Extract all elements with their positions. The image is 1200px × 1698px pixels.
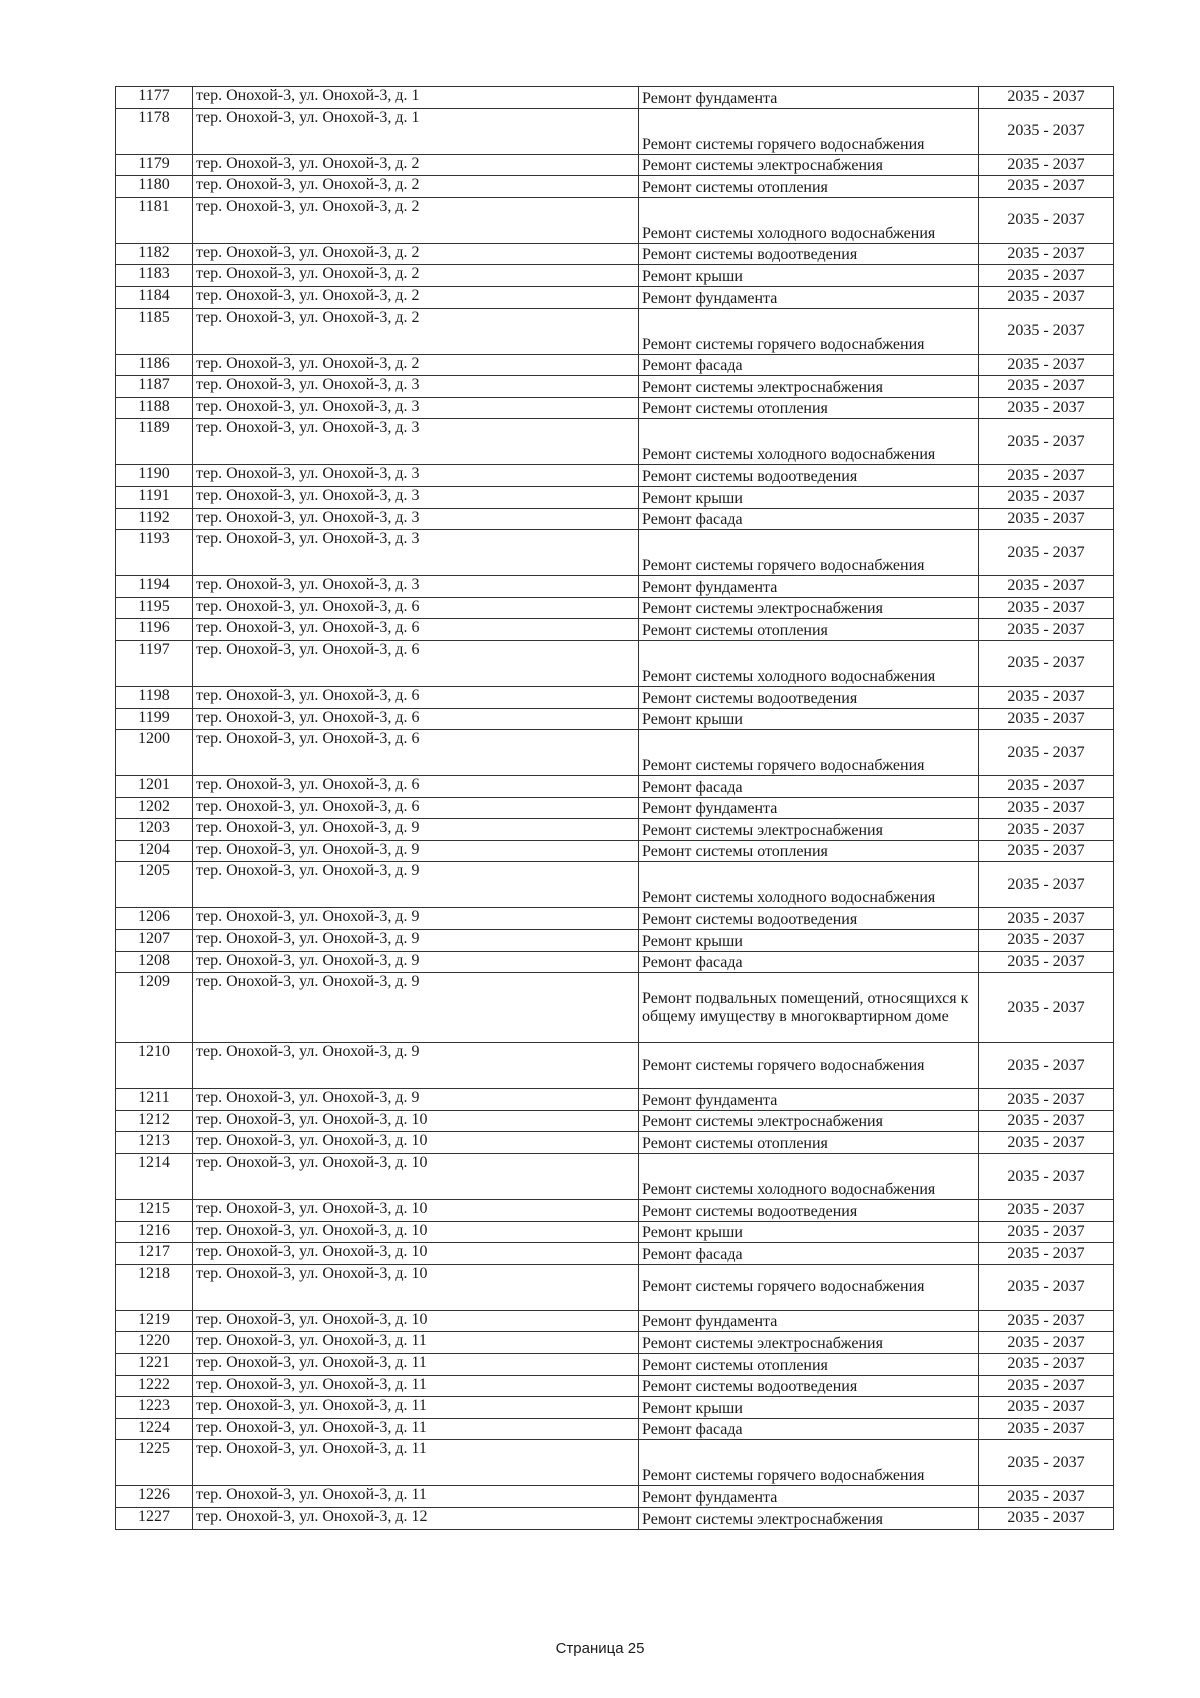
address-cell: тер. Онохой-3, ул. Онохой-3, д. 3 (193, 397, 639, 419)
address-cell: тер. Онохой-3, ул. Онохой-3, д. 9 (193, 908, 639, 930)
period-cell: 2035 - 2037 (979, 576, 1114, 598)
work-type-cell: Ремонт фасада (639, 776, 979, 798)
work-type-cell: Ремонт системы электроснабжения (639, 597, 979, 619)
table-row (116, 1507, 1114, 1529)
period-cell: 2035 - 2037 (979, 708, 1114, 730)
table-row (116, 1089, 1114, 1111)
address-cell: тер. Онохой-3, ул. Онохой-3, д. 11 (193, 1440, 639, 1486)
table-row (116, 930, 1114, 952)
address-cell: тер. Онохой-3, ул. Онохой-3, д. 10 (193, 1110, 639, 1132)
row-number: 1218 (116, 1264, 193, 1310)
period-cell: 2035 - 2037 (979, 286, 1114, 308)
work-type-cell: Ремонт фасада (639, 1418, 979, 1440)
repair-schedule-table (115, 86, 1114, 1530)
work-type-cell: Ремонт системы отопления (639, 1132, 979, 1154)
work-type-cell: Ремонт фасада (639, 951, 979, 973)
row-number: 1224 (116, 1418, 193, 1440)
row-number: 1193 (116, 530, 193, 576)
table-body (116, 87, 1114, 1530)
period-cell: 2035 - 2037 (979, 1440, 1114, 1486)
work-type-cell: Ремонт фундамента (639, 286, 979, 308)
table-row (116, 908, 1114, 930)
address-cell: тер. Онохой-3, ул. Онохой-3, д. 9 (193, 930, 639, 952)
table-row (116, 1243, 1114, 1265)
work-type-cell: Ремонт системы электроснабжения (639, 376, 979, 398)
row-number: 1183 (116, 265, 193, 287)
row-number: 1192 (116, 508, 193, 530)
table-row (116, 1043, 1114, 1089)
table-row (116, 308, 1114, 354)
work-type-cell: Ремонт крыши (639, 930, 979, 952)
address-cell: тер. Онохой-3, ул. Онохой-3, д. 10 (193, 1154, 639, 1200)
period-cell: 2035 - 2037 (979, 176, 1114, 198)
row-number: 1180 (116, 176, 193, 198)
address-cell: тер. Онохой-3, ул. Онохой-3, д. 9 (193, 862, 639, 908)
address-cell: тер. Онохой-3, ул. Онохой-3, д. 3 (193, 530, 639, 576)
work-type-cell: Ремонт системы холодного водоснабжения (639, 419, 979, 465)
period-cell: 2035 - 2037 (979, 308, 1114, 354)
table-row (116, 176, 1114, 198)
period-cell: 2035 - 2037 (979, 197, 1114, 243)
work-type-cell: Ремонт системы горячего водоснабжения (639, 530, 979, 576)
work-type-cell: Ремонт системы горячего водоснабжения (639, 308, 979, 354)
row-number: 1216 (116, 1221, 193, 1243)
period-cell: 2035 - 2037 (979, 1418, 1114, 1440)
table-row (116, 819, 1114, 841)
table-row (116, 1354, 1114, 1376)
table-row (116, 508, 1114, 530)
address-cell: тер. Онохой-3, ул. Онохой-3, д. 9 (193, 951, 639, 973)
work-type-cell: Ремонт системы холодного водоснабжения (639, 1154, 979, 1200)
table-row (116, 1440, 1114, 1486)
work-type-cell: Ремонт системы горячего водоснабжения (639, 1043, 979, 1089)
work-type-cell: Ремонт системы отопления (639, 176, 979, 198)
address-cell: тер. Онохой-3, ул. Онохой-3, д. 3 (193, 376, 639, 398)
period-cell: 2035 - 2037 (979, 1110, 1114, 1132)
work-type-cell: Ремонт системы водоотведения (639, 243, 979, 265)
work-type-cell: Ремонт системы водоотведения (639, 908, 979, 930)
period-cell: 2035 - 2037 (979, 640, 1114, 686)
address-cell: тер. Онохой-3, ул. Онохой-3, д. 9 (193, 1043, 639, 1089)
period-cell: 2035 - 2037 (979, 154, 1114, 176)
work-type-cell: Ремонт системы холодного водоснабжения (639, 197, 979, 243)
row-number: 1191 (116, 486, 193, 508)
row-number: 1211 (116, 1089, 193, 1111)
period-cell: 2035 - 2037 (979, 930, 1114, 952)
period-cell: 2035 - 2037 (979, 265, 1114, 287)
row-number: 1223 (116, 1397, 193, 1419)
table-row (116, 354, 1114, 376)
row-number: 1179 (116, 154, 193, 176)
period-cell: 2035 - 2037 (979, 1043, 1114, 1089)
row-number: 1194 (116, 576, 193, 598)
work-type-cell: Ремонт фундамента (639, 576, 979, 598)
address-cell: тер. Онохой-3, ул. Онохой-3, д. 2 (193, 308, 639, 354)
table-row (116, 1332, 1114, 1354)
table-row (116, 1154, 1114, 1200)
period-cell: 2035 - 2037 (979, 376, 1114, 398)
work-type-cell: Ремонт системы электроснабжения (639, 1332, 979, 1354)
period-cell: 2035 - 2037 (979, 819, 1114, 841)
address-cell: тер. Онохой-3, ул. Онохой-3, д. 9 (193, 840, 639, 862)
period-cell: 2035 - 2037 (979, 87, 1114, 109)
work-type-cell: Ремонт фундамента (639, 1089, 979, 1111)
address-cell: тер. Онохой-3, ул. Онохой-3, д. 11 (193, 1486, 639, 1508)
period-cell: 2035 - 2037 (979, 508, 1114, 530)
row-number: 1198 (116, 686, 193, 708)
table-row (116, 1418, 1114, 1440)
work-type-cell: Ремонт крыши (639, 486, 979, 508)
address-cell: тер. Онохой-3, ул. Онохой-3, д. 11 (193, 1354, 639, 1376)
period-cell: 2035 - 2037 (979, 1375, 1114, 1397)
period-cell: 2035 - 2037 (979, 1154, 1114, 1200)
row-number: 1215 (116, 1200, 193, 1222)
work-type-cell: Ремонт крыши (639, 708, 979, 730)
table-row (116, 730, 1114, 776)
work-type-cell: Ремонт системы горячего водоснабжения (639, 1264, 979, 1310)
work-type-cell: Ремонт системы горячего водоснабжения (639, 108, 979, 154)
address-cell: тер. Онохой-3, ул. Онохой-3, д. 2 (193, 154, 639, 176)
address-cell: тер. Онохой-3, ул. Онохой-3, д. 2 (193, 243, 639, 265)
address-cell: тер. Онохой-3, ул. Онохой-3, д. 6 (193, 797, 639, 819)
row-number: 1225 (116, 1440, 193, 1486)
table-row (116, 397, 1114, 419)
address-cell: тер. Онохой-3, ул. Онохой-3, д. 1 (193, 87, 639, 109)
address-cell: тер. Онохой-3, ул. Онохой-3, д. 10 (193, 1200, 639, 1222)
address-cell: тер. Онохой-3, ул. Онохой-3, д. 11 (193, 1397, 639, 1419)
row-number: 1182 (116, 243, 193, 265)
period-cell: 2035 - 2037 (979, 908, 1114, 930)
work-type-cell: Ремонт системы водоотведения (639, 465, 979, 487)
period-cell: 2035 - 2037 (979, 973, 1114, 1043)
period-cell: 2035 - 2037 (979, 797, 1114, 819)
address-cell: тер. Онохой-3, ул. Онохой-3, д. 6 (193, 708, 639, 730)
row-number: 1196 (116, 619, 193, 641)
table-row (116, 419, 1114, 465)
address-cell: тер. Онохой-3, ул. Онохой-3, д. 2 (193, 265, 639, 287)
period-cell: 2035 - 2037 (979, 1132, 1114, 1154)
address-cell: тер. Онохой-3, ул. Онохой-3, д. 6 (193, 686, 639, 708)
table-row (116, 243, 1114, 265)
table-row (116, 1397, 1114, 1419)
work-type-cell: Ремонт фундамента (639, 1310, 979, 1332)
period-cell: 2035 - 2037 (979, 419, 1114, 465)
work-type-cell: Ремонт системы электроснабжения (639, 1507, 979, 1529)
row-number: 1209 (116, 973, 193, 1043)
work-type-cell: Ремонт крыши (639, 1397, 979, 1419)
period-cell: 2035 - 2037 (979, 862, 1114, 908)
address-cell: тер. Онохой-3, ул. Онохой-3, д. 10 (193, 1132, 639, 1154)
address-cell: тер. Онохой-3, ул. Онохой-3, д. 10 (193, 1310, 639, 1332)
table-row (116, 640, 1114, 686)
row-number: 1186 (116, 354, 193, 376)
address-cell: тер. Онохой-3, ул. Онохой-3, д. 10 (193, 1264, 639, 1310)
period-cell: 2035 - 2037 (979, 776, 1114, 798)
table-row (116, 686, 1114, 708)
table-row (116, 862, 1114, 908)
period-cell: 2035 - 2037 (979, 1264, 1114, 1310)
table-row (116, 797, 1114, 819)
work-type-cell: Ремонт системы отопления (639, 397, 979, 419)
period-cell: 2035 - 2037 (979, 465, 1114, 487)
period-cell: 2035 - 2037 (979, 1332, 1114, 1354)
work-type-cell: Ремонт фасада (639, 508, 979, 530)
row-number: 1187 (116, 376, 193, 398)
address-cell: тер. Онохой-3, ул. Онохой-3, д. 9 (193, 1089, 639, 1111)
table-row (116, 951, 1114, 973)
period-cell: 2035 - 2037 (979, 686, 1114, 708)
address-cell: тер. Онохой-3, ул. Онохой-3, д. 9 (193, 819, 639, 841)
row-number: 1220 (116, 1332, 193, 1354)
work-type-cell: Ремонт системы электроснабжения (639, 154, 979, 176)
table-row (116, 840, 1114, 862)
address-cell: тер. Онохой-3, ул. Онохой-3, д. 2 (193, 286, 639, 308)
table-row (116, 1200, 1114, 1222)
address-cell: тер. Онохой-3, ул. Онохой-3, д. 6 (193, 597, 639, 619)
row-number: 1222 (116, 1375, 193, 1397)
period-cell: 2035 - 2037 (979, 1486, 1114, 1508)
address-cell: тер. Онохой-3, ул. Онохой-3, д. 2 (193, 197, 639, 243)
table-row (116, 486, 1114, 508)
address-cell: тер. Онохой-3, ул. Онохой-3, д. 3 (193, 465, 639, 487)
row-number: 1221 (116, 1354, 193, 1376)
work-type-cell: Ремонт системы отопления (639, 840, 979, 862)
address-cell: тер. Онохой-3, ул. Онохой-3, д. 2 (193, 176, 639, 198)
work-type-cell: Ремонт системы электроснабжения (639, 819, 979, 841)
row-number: 1190 (116, 465, 193, 487)
table-row (116, 973, 1114, 1043)
address-cell: тер. Онохой-3, ул. Онохой-3, д. 2 (193, 354, 639, 376)
table-row (116, 265, 1114, 287)
period-cell: 2035 - 2037 (979, 486, 1114, 508)
table-row (116, 708, 1114, 730)
row-number: 1185 (116, 308, 193, 354)
period-cell: 2035 - 2037 (979, 108, 1114, 154)
table-row (116, 376, 1114, 398)
table-row (116, 154, 1114, 176)
row-number: 1197 (116, 640, 193, 686)
table-row (116, 776, 1114, 798)
period-cell: 2035 - 2037 (979, 1089, 1114, 1111)
table-row (116, 1221, 1114, 1243)
table-row (116, 108, 1114, 154)
period-cell: 2035 - 2037 (979, 1397, 1114, 1419)
work-type-cell: Ремонт подвальных помещений, относящихся к общему имуществу в многоквартирном доме (639, 973, 979, 1043)
work-type-cell: Ремонт системы водоотведения (639, 686, 979, 708)
row-number: 1227 (116, 1507, 193, 1529)
address-cell: тер. Онохой-3, ул. Онохой-3, д. 11 (193, 1332, 639, 1354)
row-number: 1199 (116, 708, 193, 730)
row-number: 1203 (116, 819, 193, 841)
table-row (116, 1310, 1114, 1332)
row-number: 1226 (116, 1486, 193, 1508)
address-cell: тер. Онохой-3, ул. Онохой-3, д. 6 (193, 776, 639, 798)
work-type-cell: Ремонт системы водоотведения (639, 1375, 979, 1397)
work-type-cell: Ремонт фундамента (639, 87, 979, 109)
work-type-cell: Ремонт фундамента (639, 1486, 979, 1508)
address-cell: тер. Онохой-3, ул. Онохой-3, д. 6 (193, 640, 639, 686)
address-cell: тер. Онохой-3, ул. Онохой-3, д. 1 (193, 108, 639, 154)
row-number: 1214 (116, 1154, 193, 1200)
row-number: 1206 (116, 908, 193, 930)
address-cell: тер. Онохой-3, ул. Онохой-3, д. 10 (193, 1221, 639, 1243)
row-number: 1178 (116, 108, 193, 154)
row-number: 1204 (116, 840, 193, 862)
row-number: 1201 (116, 776, 193, 798)
work-type-cell: Ремонт системы отопления (639, 619, 979, 641)
work-type-cell: Ремонт системы холодного водоснабжения (639, 862, 979, 908)
period-cell: 2035 - 2037 (979, 619, 1114, 641)
row-number: 1212 (116, 1110, 193, 1132)
row-number: 1210 (116, 1043, 193, 1089)
table-row (116, 597, 1114, 619)
work-type-cell: Ремонт системы водоотведения (639, 1200, 979, 1222)
period-cell: 2035 - 2037 (979, 951, 1114, 973)
work-type-cell: Ремонт фасада (639, 1243, 979, 1265)
table-row (116, 619, 1114, 641)
address-cell: тер. Онохой-3, ул. Онохой-3, д. 6 (193, 619, 639, 641)
address-cell: тер. Онохой-3, ул. Онохой-3, д. 11 (193, 1418, 639, 1440)
work-type-cell: Ремонт крыши (639, 265, 979, 287)
row-number: 1217 (116, 1243, 193, 1265)
work-type-cell: Ремонт системы отопления (639, 1354, 979, 1376)
table-row (116, 576, 1114, 598)
period-cell: 2035 - 2037 (979, 597, 1114, 619)
period-cell: 2035 - 2037 (979, 243, 1114, 265)
address-cell: тер. Онохой-3, ул. Онохой-3, д. 3 (193, 576, 639, 598)
row-number: 1189 (116, 419, 193, 465)
row-number: 1205 (116, 862, 193, 908)
table-row (116, 1132, 1114, 1154)
table-row (116, 1375, 1114, 1397)
row-number: 1213 (116, 1132, 193, 1154)
work-type-cell: Ремонт системы электроснабжения (639, 1110, 979, 1132)
row-number: 1184 (116, 286, 193, 308)
row-number: 1181 (116, 197, 193, 243)
row-number: 1200 (116, 730, 193, 776)
table-row (116, 1110, 1114, 1132)
period-cell: 2035 - 2037 (979, 397, 1114, 419)
period-cell: 2035 - 2037 (979, 1200, 1114, 1222)
period-cell: 2035 - 2037 (979, 1243, 1114, 1265)
table-row (116, 286, 1114, 308)
work-type-cell: Ремонт системы горячего водоснабжения (639, 1440, 979, 1486)
table-row (116, 465, 1114, 487)
address-cell: тер. Онохой-3, ул. Онохой-3, д. 10 (193, 1243, 639, 1265)
period-cell: 2035 - 2037 (979, 530, 1114, 576)
row-number: 1202 (116, 797, 193, 819)
table-row (116, 87, 1114, 109)
address-cell: тер. Онохой-3, ул. Онохой-3, д. 11 (193, 1375, 639, 1397)
work-type-cell: Ремонт системы холодного водоснабжения (639, 640, 979, 686)
address-cell: тер. Онохой-3, ул. Онохой-3, д. 3 (193, 419, 639, 465)
row-number: 1195 (116, 597, 193, 619)
address-cell: тер. Онохой-3, ул. Онохой-3, д. 6 (193, 730, 639, 776)
address-cell: тер. Онохой-3, ул. Онохой-3, д. 12 (193, 1507, 639, 1529)
table-row (116, 1486, 1114, 1508)
period-cell: 2035 - 2037 (979, 354, 1114, 376)
address-cell: тер. Онохой-3, ул. Онохой-3, д. 3 (193, 508, 639, 530)
work-type-cell: Ремонт крыши (639, 1221, 979, 1243)
period-cell: 2035 - 2037 (979, 1310, 1114, 1332)
period-cell: 2035 - 2037 (979, 1507, 1114, 1529)
table-row (116, 530, 1114, 576)
row-number: 1188 (116, 397, 193, 419)
row-number: 1208 (116, 951, 193, 973)
address-cell: тер. Онохой-3, ул. Онохой-3, д. 9 (193, 973, 639, 1043)
address-cell: тер. Онохой-3, ул. Онохой-3, д. 3 (193, 486, 639, 508)
row-number: 1177 (116, 87, 193, 109)
period-cell: 2035 - 2037 (979, 840, 1114, 862)
period-cell: 2035 - 2037 (979, 1354, 1114, 1376)
row-number: 1219 (116, 1310, 193, 1332)
page-number: Страница 25 (555, 1640, 645, 1657)
work-type-cell: Ремонт фундамента (639, 797, 979, 819)
row-number: 1207 (116, 930, 193, 952)
work-type-cell: Ремонт системы горячего водоснабжения (639, 730, 979, 776)
table-row (116, 197, 1114, 243)
period-cell: 2035 - 2037 (979, 1221, 1114, 1243)
period-cell: 2035 - 2037 (979, 730, 1114, 776)
work-type-cell: Ремонт фасада (639, 354, 979, 376)
table-row (116, 1264, 1114, 1310)
